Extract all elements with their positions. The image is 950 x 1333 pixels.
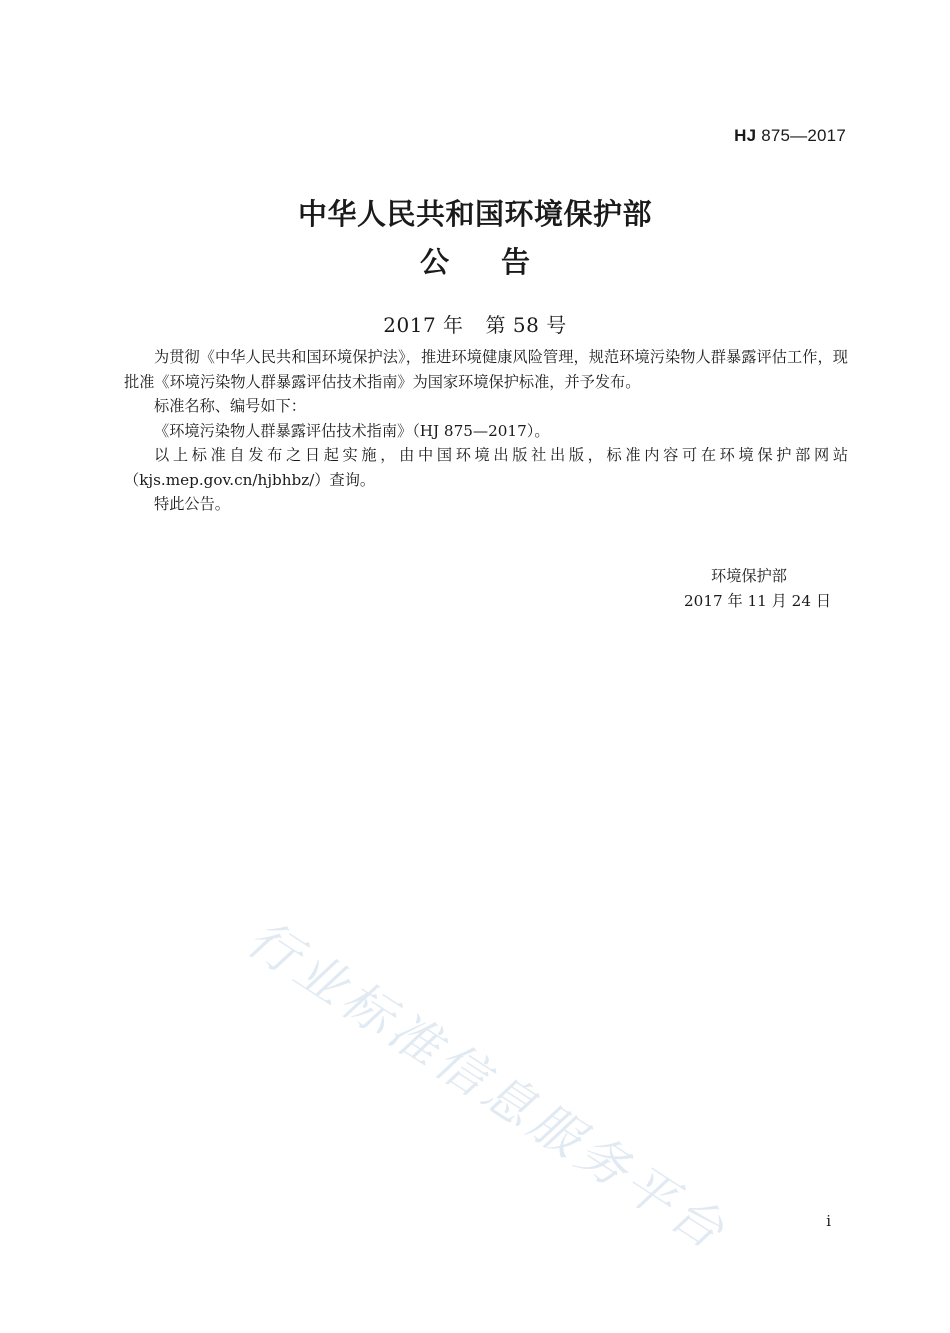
body-paragraph: 为贯彻《中华人民共和国环境保护法》，推进环境健康风险管理，规范环境污染物人群暴露评估工作，现批准《环境污染物人群暴露评估技术指南》为国家环境保护标准，并予发布。 (124, 348, 848, 391)
standard-code-number: 875—2017 (761, 126, 846, 145)
standard-code-prefix: HJ (734, 126, 757, 145)
signature-block (600, 564, 900, 614)
announcement-title (0, 240, 950, 281)
announcement-body (124, 345, 848, 517)
announcement-title-char-1: 公 (419, 245, 449, 279)
body-paragraph: 《环境污染物人群暴露评估技术指南》（HJ 875—2017）。 (154, 421, 550, 440)
issuing-authority-title: 中华人民共和国环境保护部 (297, 197, 652, 231)
watermark: 行业标准信息服务平台 (237, 909, 739, 1263)
issue-serial: 第 58 号 (485, 313, 567, 337)
body-paragraph: 特此公告。 (154, 495, 230, 513)
body-paragraph: 标准名称、编号如下： (154, 397, 306, 415)
announcement-title-char-2: 告 (501, 245, 531, 279)
body-paragraph: 以上标准自发布之日起实施，由中国环境出版社出版，标准内容可在环境保护部网站（kjs.mep.gov.cn/hjbhbz/）查询。 (124, 446, 848, 489)
issue-year: 2017 年 (383, 313, 464, 337)
issue-number (0, 309, 950, 338)
signature-date: 2017 年 11 月 24 日 (684, 592, 832, 610)
page-number: i (826, 1212, 831, 1230)
standard-code (734, 126, 846, 146)
signature-organization: 环境保护部 (711, 567, 787, 585)
